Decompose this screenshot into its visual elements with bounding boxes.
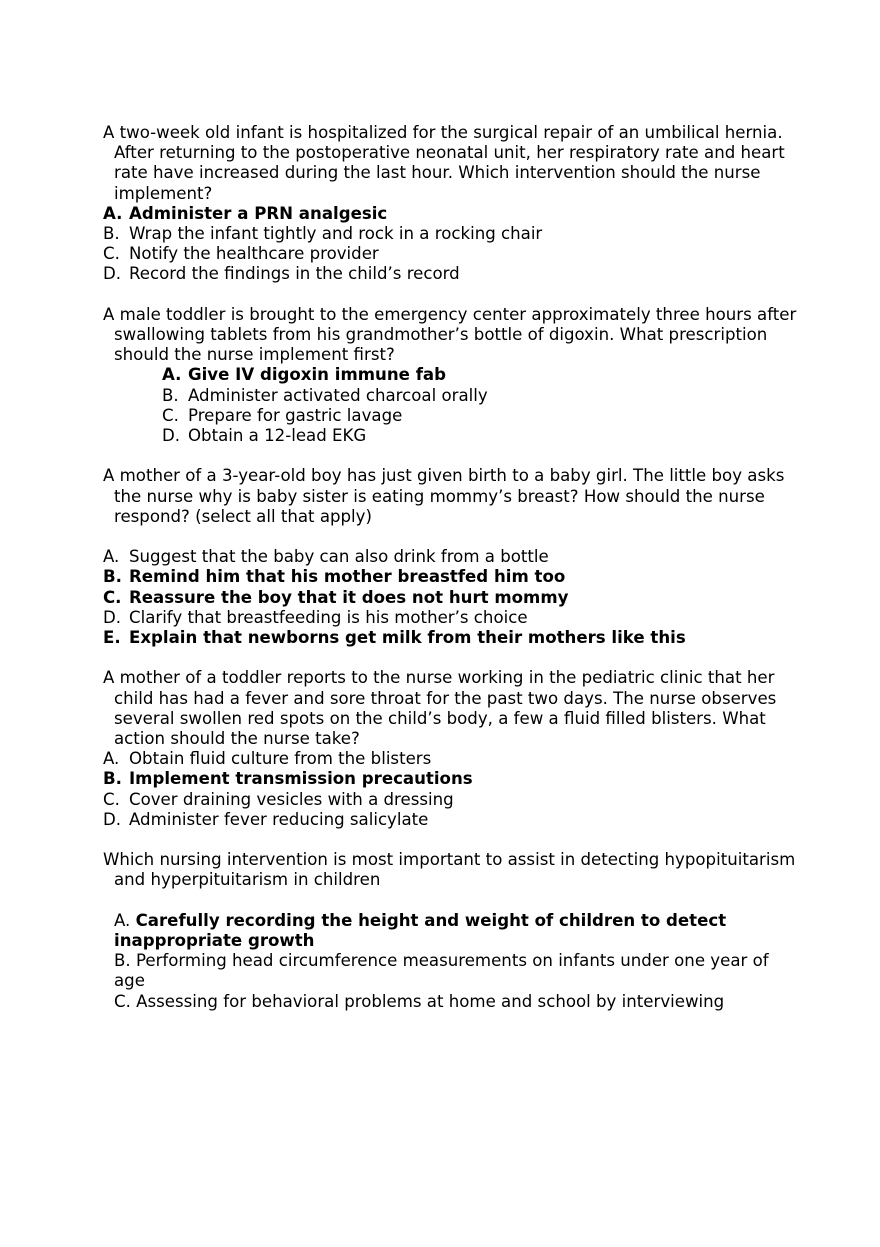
option-c: [162, 406, 803, 426]
option-letter: D.: [162, 426, 181, 446]
spacer: [103, 285, 803, 305]
option-b-answer: [103, 567, 803, 587]
option-d: [103, 608, 803, 628]
option-a: [103, 547, 803, 567]
option-text: Remind him that his mother breastfed him too: [129, 567, 566, 587]
option-a-answer: [103, 204, 803, 224]
option-d: [103, 264, 803, 284]
option-text: Administer a PRN analgesic: [129, 203, 388, 223]
question-stem: A male toddler is brought to the emergency center approximately three hours after swallowing tablets from his grandmother’s bottle of digoxin. What prescription should the nurse implement first?: [103, 304, 797, 365]
option-c: [103, 992, 803, 1012]
option-b: [103, 951, 803, 991]
option-letter: C.: [103, 789, 120, 809]
option-text: Administer fever reducing salicylate: [129, 809, 429, 829]
option-letter: C.: [162, 405, 179, 425]
question-1: [103, 123, 803, 285]
option-text: Obtain a 12-lead EKG: [188, 426, 367, 446]
question-4: [103, 668, 803, 830]
option-letter: E.: [103, 628, 121, 648]
option-list: [103, 365, 803, 446]
option-text: Performing head circumference measurements on infants under one year of age: [114, 951, 769, 991]
question-stem: Which nursing intervention is most important to assist in detecting hypopituitarism and hyperpituitarism in children: [103, 850, 796, 890]
option-d: [162, 426, 803, 446]
option-text: Administer activated charcoal orally: [188, 385, 488, 405]
option-letter: A.: [103, 749, 120, 769]
option-letter: D.: [103, 809, 122, 829]
option-letter: A.: [103, 203, 123, 223]
option-letter: B.: [103, 567, 122, 587]
option-c: [103, 790, 803, 810]
option-list: [103, 749, 803, 830]
option-text: Record the findings in the child’s record: [129, 264, 460, 284]
question-3: [103, 466, 803, 648]
option-list: [103, 911, 803, 1012]
option-letter: B.: [162, 385, 179, 405]
option-text: Assessing for behavioral problems at home and school by interviewing: [136, 991, 725, 1011]
spacer: [103, 648, 803, 668]
question-stem: A two-week old infant is hospitalized for the surgical repair of an umbilical hernia. After returning to the postoperative neonatal unit, her respiratory rate and heart rate have increased during the last hour. Which intervention should the nurse implement?: [103, 123, 785, 203]
option-text: Clarify that breastfeeding is his mother’s choice: [129, 607, 528, 627]
option-text: Wrap the infant tightly and rock in a rocking chair: [129, 224, 543, 244]
spacer: [103, 527, 803, 547]
spacer: [103, 446, 803, 466]
option-e-answer: [103, 628, 803, 648]
option-letter: D.: [103, 264, 122, 284]
option-text: Reassure the boy that it does not hurt mommy: [129, 587, 569, 607]
option-letter: A.: [103, 547, 120, 567]
option-letter: B.: [103, 769, 122, 789]
option-text: Notify the healthcare provider: [129, 244, 379, 264]
option-text: Cover draining vesicles with a dressing: [129, 789, 454, 809]
option-text: Suggest that the baby can also drink from a bottle: [129, 547, 549, 567]
option-b-answer: [103, 769, 803, 789]
option-text: Obtain fluid culture from the blisters: [129, 749, 432, 769]
option-c: [103, 244, 803, 264]
option-b: [162, 386, 803, 406]
option-letter: C.: [103, 244, 120, 264]
question-2: [103, 305, 803, 446]
option-letter: A.: [114, 910, 131, 930]
option-text: Give IV digoxin immune fab: [188, 365, 446, 385]
option-a-answer: [103, 911, 803, 951]
option-a: [103, 749, 803, 769]
spacer: [103, 830, 803, 850]
option-letter: B.: [114, 951, 131, 971]
option-text: Prepare for gastric lavage: [188, 405, 403, 425]
option-letter: B.: [103, 224, 120, 244]
document-page: [103, 123, 803, 1012]
option-letter: A.: [162, 365, 182, 385]
option-d: [103, 810, 803, 830]
option-text: Implement transmission precautions: [129, 769, 473, 789]
option-letter: D.: [103, 607, 122, 627]
question-stem: A mother of a toddler reports to the nurse working in the pediatric clinic that her child has had a fever and sore throat for the past two days. The nurse observes several swollen red spots on the child’s body, a few a fluid filled blisters. What action should the nurse take?: [103, 668, 777, 749]
option-letter: C.: [103, 587, 122, 607]
spacer: [103, 891, 803, 911]
option-a-answer: [162, 365, 803, 385]
question-5: [103, 850, 803, 1012]
option-list: [103, 547, 803, 648]
question-stem: A mother of a 3-year-old boy has just given birth to a baby girl. The little boy asks the nurse why is baby sister is eating mommy’s breast? How should the nurse respond? (select all that apply): [103, 466, 785, 526]
option-b: [103, 224, 803, 244]
option-text: Carefully recording the height and weight of children to detect inappropriate growth: [114, 910, 727, 951]
option-letter: C.: [114, 991, 131, 1011]
option-text: Explain that newborns get milk from their mothers like this: [129, 628, 686, 648]
option-c-answer: [103, 588, 803, 608]
option-list: [103, 204, 803, 285]
